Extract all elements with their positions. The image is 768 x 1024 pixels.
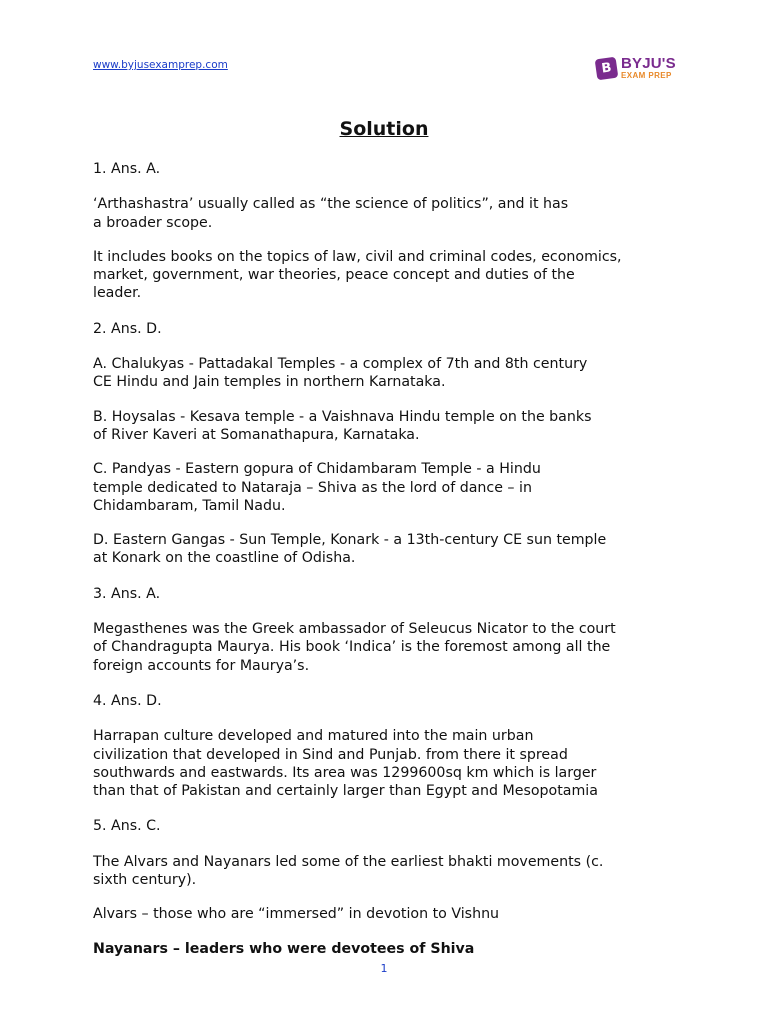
page-number: 1 (380, 962, 388, 975)
page-title: Solution (339, 118, 429, 140)
answer-5-paragraph: The Alvars and Nayanars led some of the earliest bhakti movements (c. sixth century). (93, 853, 604, 889)
answer-1-paragraph-2: It includes books on the topics of law, civil and criminal codes, economics, market, government, war theories, peace concept and duties of the leader. (93, 248, 622, 302)
answer-5-alvars: Alvars – those who are “immersed” in devotion to Vishnu (93, 906, 500, 923)
solution-body (93, 160, 693, 958)
website-link[interactable]: www.byjusexamprep.com (93, 59, 228, 71)
answer-5-heading: 5. Ans. C. (93, 818, 161, 835)
logo-wordmark (621, 56, 676, 80)
answer-1-heading: 1. Ans. A. (93, 161, 161, 177)
answer-3-paragraph: Megasthenes was the Greek ambassador of Seleucus Nicator to the court of Chandragupta Maurya. His book ‘Indica’ is the foremost among all the foreign accounts for Maurya’s. (93, 621, 616, 674)
answer-2-option-b: B. Hoysalas - Kesava temple - a Vaishnava Hindu temple on the banks of River Kaveri at Somanathapura, Karnataka. (93, 408, 592, 443)
logo-subtitle: EXAM PREP (621, 71, 672, 80)
answer-2-option-a: A. Chalukyas - Pattadakal Temples - a complex of 7th and 8th century CE Hindu and Jain temples in northern Karnataka. (93, 356, 588, 391)
logo-name: BYJU'S (621, 55, 676, 72)
answer-1-paragraph-1: ‘Arthashastra’ usually called as “the science of politics”, and it has a broader scope. (93, 196, 569, 231)
byjus-logo-icon (595, 56, 619, 80)
byjus-exam-prep-logo (596, 56, 676, 80)
answer-4-paragraph: Harrapan culture developed and matured into the main urban civilization that developed in Sind and Punjab. from there it spread southwards and eastwards. Its area was 1299600sq km which is larger than that of Pakistan and certainly larger than Egypt and Mesopotamia (93, 728, 598, 800)
answer-5-nayanars: Nayanars – leaders who were devotees of Shiva (93, 940, 475, 957)
answer-3-heading: 3. Ans. A. (93, 585, 161, 602)
answer-2-option-d: D. Eastern Gangas - Sun Temple, Konark - a 13th-century CE sun temple at Konark on the coastline of Odisha. (93, 532, 607, 567)
answer-2-heading: 2. Ans. D. (93, 320, 162, 337)
logo-mark-letter: B (600, 59, 613, 77)
answer-4-heading: 4. Ans. D. (93, 692, 162, 709)
answer-2-option-c: C. Pandyas - Eastern gopura of Chidambaram Temple - a Hindu temple dedicated to Nataraja – Shiva as the lord of dance – in Chidambaram, Tamil Nadu. (93, 461, 541, 514)
